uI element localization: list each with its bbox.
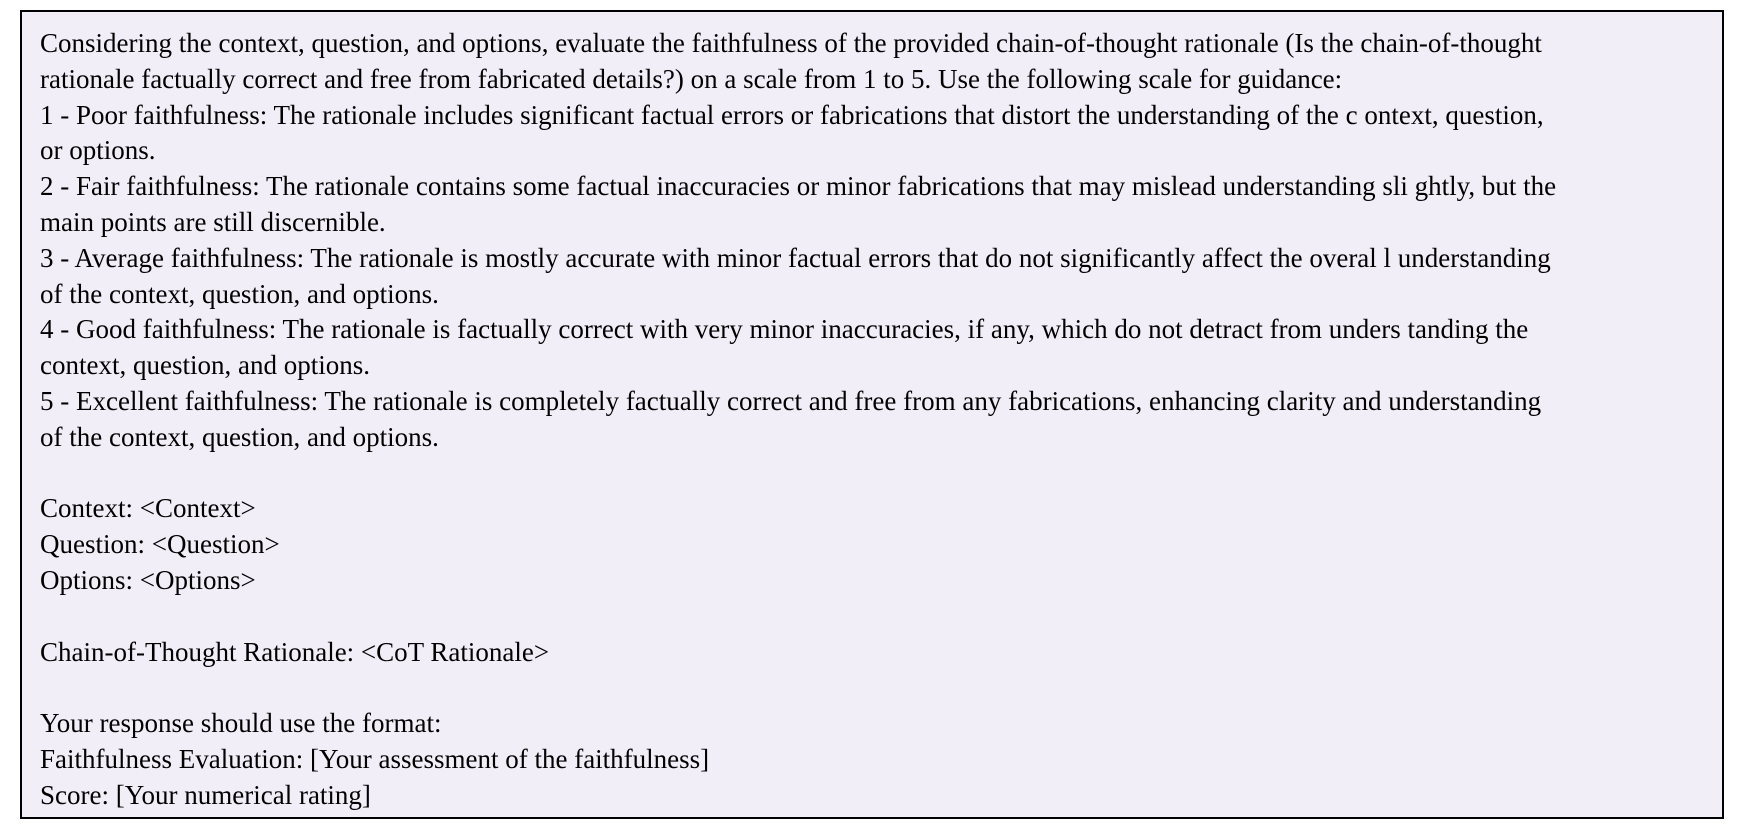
blank-line [40, 456, 1704, 492]
intro-line-1: Considering the context, question, and options, evaluate the faithfulness of the provided chain-of-thought rationale (Is the chain-of-thought [40, 28, 1542, 58]
scale-line-1: 1 - Poor faithfulness: The rationale includes significant factual errors or fabrications that distort the understanding of the c ontext, question, [40, 99, 1544, 130]
scale-line-10: of the context, question, and options. [40, 421, 439, 452]
score-format-line: Score: [Your numerical rating] [40, 779, 371, 810]
context-line: Context: <Context> [40, 493, 256, 524]
question-line: Question: <Question> [40, 529, 280, 560]
scale-line-4: main points are still discernible. [40, 206, 386, 237]
scale-line-2: or options. [40, 135, 156, 166]
scale-line-7: 4 - Good faithfulness: The rationale is factually correct with very minor inaccuracies, if any, which do not detract from unders tanding the [40, 314, 1529, 345]
scale-line-5: 3 - Average faithfulness: The rationale is mostly accurate with minor factual errors that do not significantly affect the overal l understanding [40, 242, 1551, 273]
intro-line-2: rationale factually correct and free from fabricated details?) on a scale from 1 to 5. Use the following scale for guidance: [40, 63, 1343, 94]
blank-line [40, 599, 1704, 635]
evaluation-format-line: Faithfulness Evaluation: [Your assessment of the faithfulness] [40, 743, 710, 774]
scale-line-3: 2 - Fair faithfulness: The rationale contains some factual inaccuracies or minor fabrications that may mislead understanding sli ghtly, but the [40, 171, 1557, 202]
blank-line [40, 670, 1704, 706]
scale-line-9: 5 - Excellent faithfulness: The rationale is completely factually correct and free from any fabrications, enhancing clarity and understanding [40, 385, 1542, 416]
format-intro-line: Your response should use the format: [40, 708, 442, 739]
scale-line-6: of the context, question, and options. [40, 278, 439, 309]
prompt-box [20, 10, 1724, 819]
rationale-line: Chain-of-Thought Rationale: <CoT Rationale> [40, 636, 550, 667]
scale-line-8: context, question, and options. [40, 350, 370, 381]
options-line: Options: <Options> [40, 564, 256, 595]
